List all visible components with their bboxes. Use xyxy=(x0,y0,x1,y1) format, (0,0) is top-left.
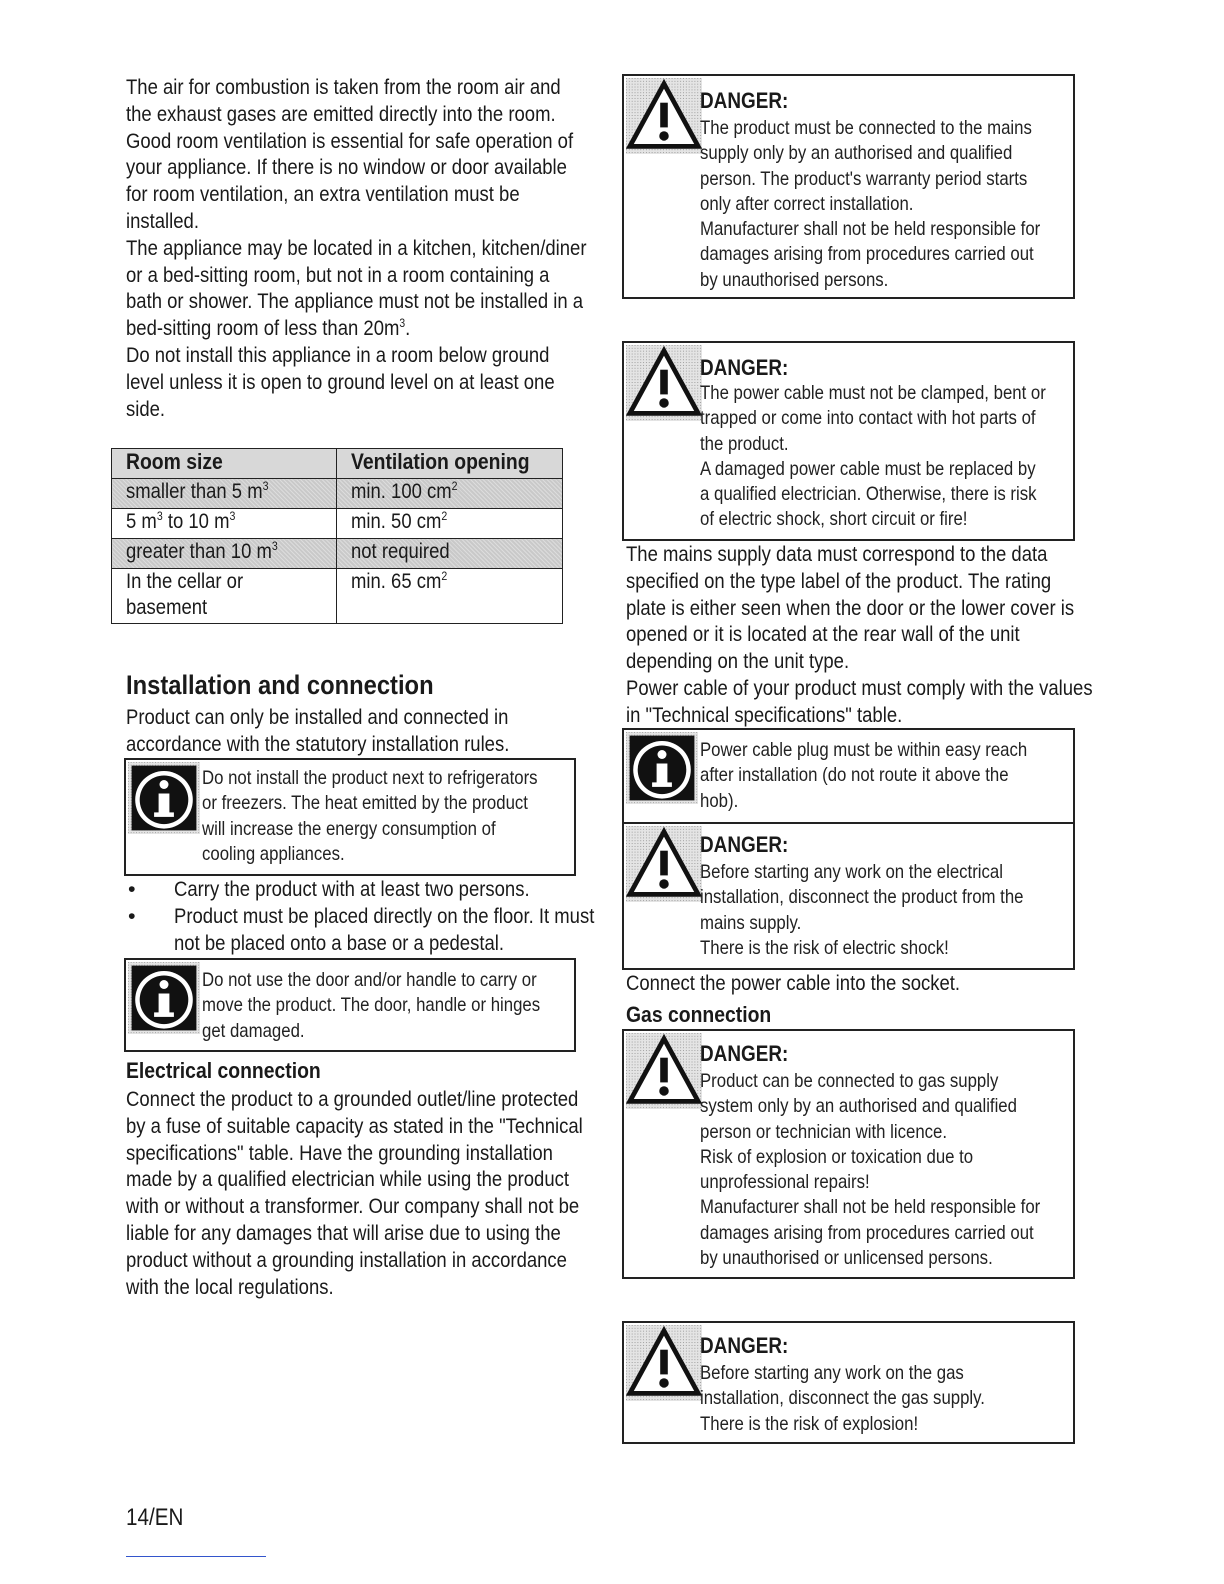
danger-title: DANGER: xyxy=(700,88,789,113)
table-cell: min. 100 $cm^2$ xyxy=(337,479,563,509)
combustion-paragraph: The air for combustion is taken from the room air and the exhaust gases are emitted directly into the room. Good room ventilation is essential for safe operation of your appliance. If there is no window or door available for room ventilation, an extra ventilation must be installed. xyxy=(126,75,574,233)
table-cell: greater than 10 $m^3$ xyxy=(112,539,337,569)
location-text: The appliance may be located in a kitchen, kitchen/diner or a bed-sitting room, but not in a room containing a bath or shower. The appliance must not be installed in a bed-sitting room of less than 20m xyxy=(126,235,587,341)
info-box-refrigerators xyxy=(124,758,576,876)
location-end: . xyxy=(405,316,411,341)
power-cable-paragraph: Power cable of your product must comply with the values in "Technical specifications" table. xyxy=(626,675,1093,727)
info-box-plug xyxy=(622,728,1075,824)
electrical-section xyxy=(126,1058,590,1300)
list-item: • Product must be placed directly on the floor. It must not be placed onto a base or a pedestal. xyxy=(128,903,595,955)
table-row xyxy=(112,509,563,539)
danger-title: DANGER: xyxy=(700,832,789,857)
table-row xyxy=(112,479,563,509)
warning-triangle-icon xyxy=(626,826,702,902)
warning-triangle-icon xyxy=(626,1033,702,1109)
electrical-title: Electrical connection xyxy=(126,1058,321,1083)
table-cell: 5 $m^3$ to 10 $m^3$ xyxy=(112,509,337,539)
bullet-icon: • xyxy=(128,877,136,901)
mains-text-block xyxy=(626,541,1094,729)
bullet-icon: • xyxy=(128,903,136,928)
danger-box-electrical xyxy=(622,822,1075,970)
danger-text: The power cable must not be clamped, bent or trapped or come into contact with hot parts of the product. A damaged power cable must be replaced by a qualified electrician. Otherwise, there is risk of electric shock, short circuit or fire! xyxy=(700,382,1046,531)
info-text: Do not install the product next to refrigerators or freezers. The heat emitted by the product will increase the energy consumption of cooling appliances. xyxy=(202,767,538,865)
list-item: • Carry the product with at least two persons. xyxy=(128,877,530,901)
danger-box-gas-work xyxy=(622,1321,1075,1444)
table-header-cell: Ventilation opening xyxy=(337,449,563,479)
info-icon xyxy=(128,762,200,834)
page-number: 14/EN xyxy=(126,1504,184,1531)
danger-box-power-cable xyxy=(622,341,1075,541)
warning-triangle-icon xyxy=(626,345,702,421)
gas-connection-title: Gas connection xyxy=(626,1001,772,1027)
danger-title: DANGER: xyxy=(700,1333,789,1358)
connect-paragraph: Connect the power cable into the socket. xyxy=(626,971,961,995)
info-text: Do not use the door and/or handle to carry or move the product. The door, handle or hinges get damaged. xyxy=(202,969,541,1042)
table-cell: not required xyxy=(337,539,563,569)
danger-title: DANGER: xyxy=(700,1041,789,1066)
info-icon xyxy=(128,962,200,1034)
danger-text: Before starting any work on the electrical installation, disconnect the product from the mains supply. There is the risk of electric shock! xyxy=(700,861,1024,959)
installation-paragraph: Product can only be installed and connected in accordance with the statutory installation rules. xyxy=(126,705,510,756)
danger-title: DANGER: xyxy=(700,355,789,380)
table-header-cell: Room size xyxy=(112,449,337,479)
table-cell: min. 50 $cm^2$ xyxy=(337,509,563,539)
danger-box-mains xyxy=(622,74,1075,299)
installation-title: Installation and connection xyxy=(126,670,434,700)
mains-paragraph: The mains supply data must correspond to the data specified on the type label of the product. The rating plate is either seen when the door or the lower cover is opened or it is located at the rear wall of the unit depending on the unit type. xyxy=(626,542,1075,674)
connect-block xyxy=(626,970,1094,1028)
danger-text: The product must be connected to the mains supply only by an authorised and qualified person. The product's warranty period starts only after correct installation. Manufacturer shall not be held responsible for damages arising from procedures carried out by unauthorised persons. xyxy=(700,117,1041,291)
info-icon xyxy=(626,732,698,804)
footer-rule xyxy=(126,1556,266,1557)
warning-triangle-icon xyxy=(626,1325,702,1401)
table-header-row xyxy=(112,449,563,479)
table-row xyxy=(112,569,563,624)
warning-triangle-icon xyxy=(626,78,702,154)
ventilation-table xyxy=(111,448,563,624)
info-text: Power cable plug must be within easy reach after installation (do not route it above the hob). xyxy=(700,739,1028,812)
info-box-door xyxy=(124,958,576,1052)
location-sup: 3 xyxy=(399,316,406,331)
table-cell: smaller than 5 $m^3$ xyxy=(112,479,337,509)
danger-text: Product can be connected to gas supply system only by an authorised and qualified person or technician with licence. Risk of explosion or toxication due to unprofessional repairs! Manufacturer shall not be held responsible for damages arising from procedures carried out by unauthorised or unlicensed persons. xyxy=(700,1070,1041,1270)
bullet-list xyxy=(126,876,596,956)
electrical-paragraph: Connect the product to a grounded outlet/line protected by a fuse of suitable capacity as stated in the "Technical specifications" table. Have the grounding installation made by a qualified electrician while using the product with or without a transformer. Our company shall not be liable for any damages that will arise due to using the product without a grounding installation in accordance with the local regulations. xyxy=(126,1087,583,1299)
left-column xyxy=(126,74,590,422)
danger-box-gas xyxy=(622,1029,1075,1279)
table-cell: In the cellar or basement xyxy=(112,569,337,624)
ground-paragraph: Do not install this appliance in a room below ground level unless it is open to ground level on at least one side. xyxy=(126,342,555,421)
danger-text: Before starting any work on the gas installation, disconnect the gas supply. There is the risk of explosion! xyxy=(700,1362,985,1435)
installation-text-block xyxy=(126,704,590,758)
location-paragraph xyxy=(126,235,590,342)
table-row xyxy=(112,539,563,569)
table-cell: min. 65 $cm^2$ xyxy=(337,569,563,624)
